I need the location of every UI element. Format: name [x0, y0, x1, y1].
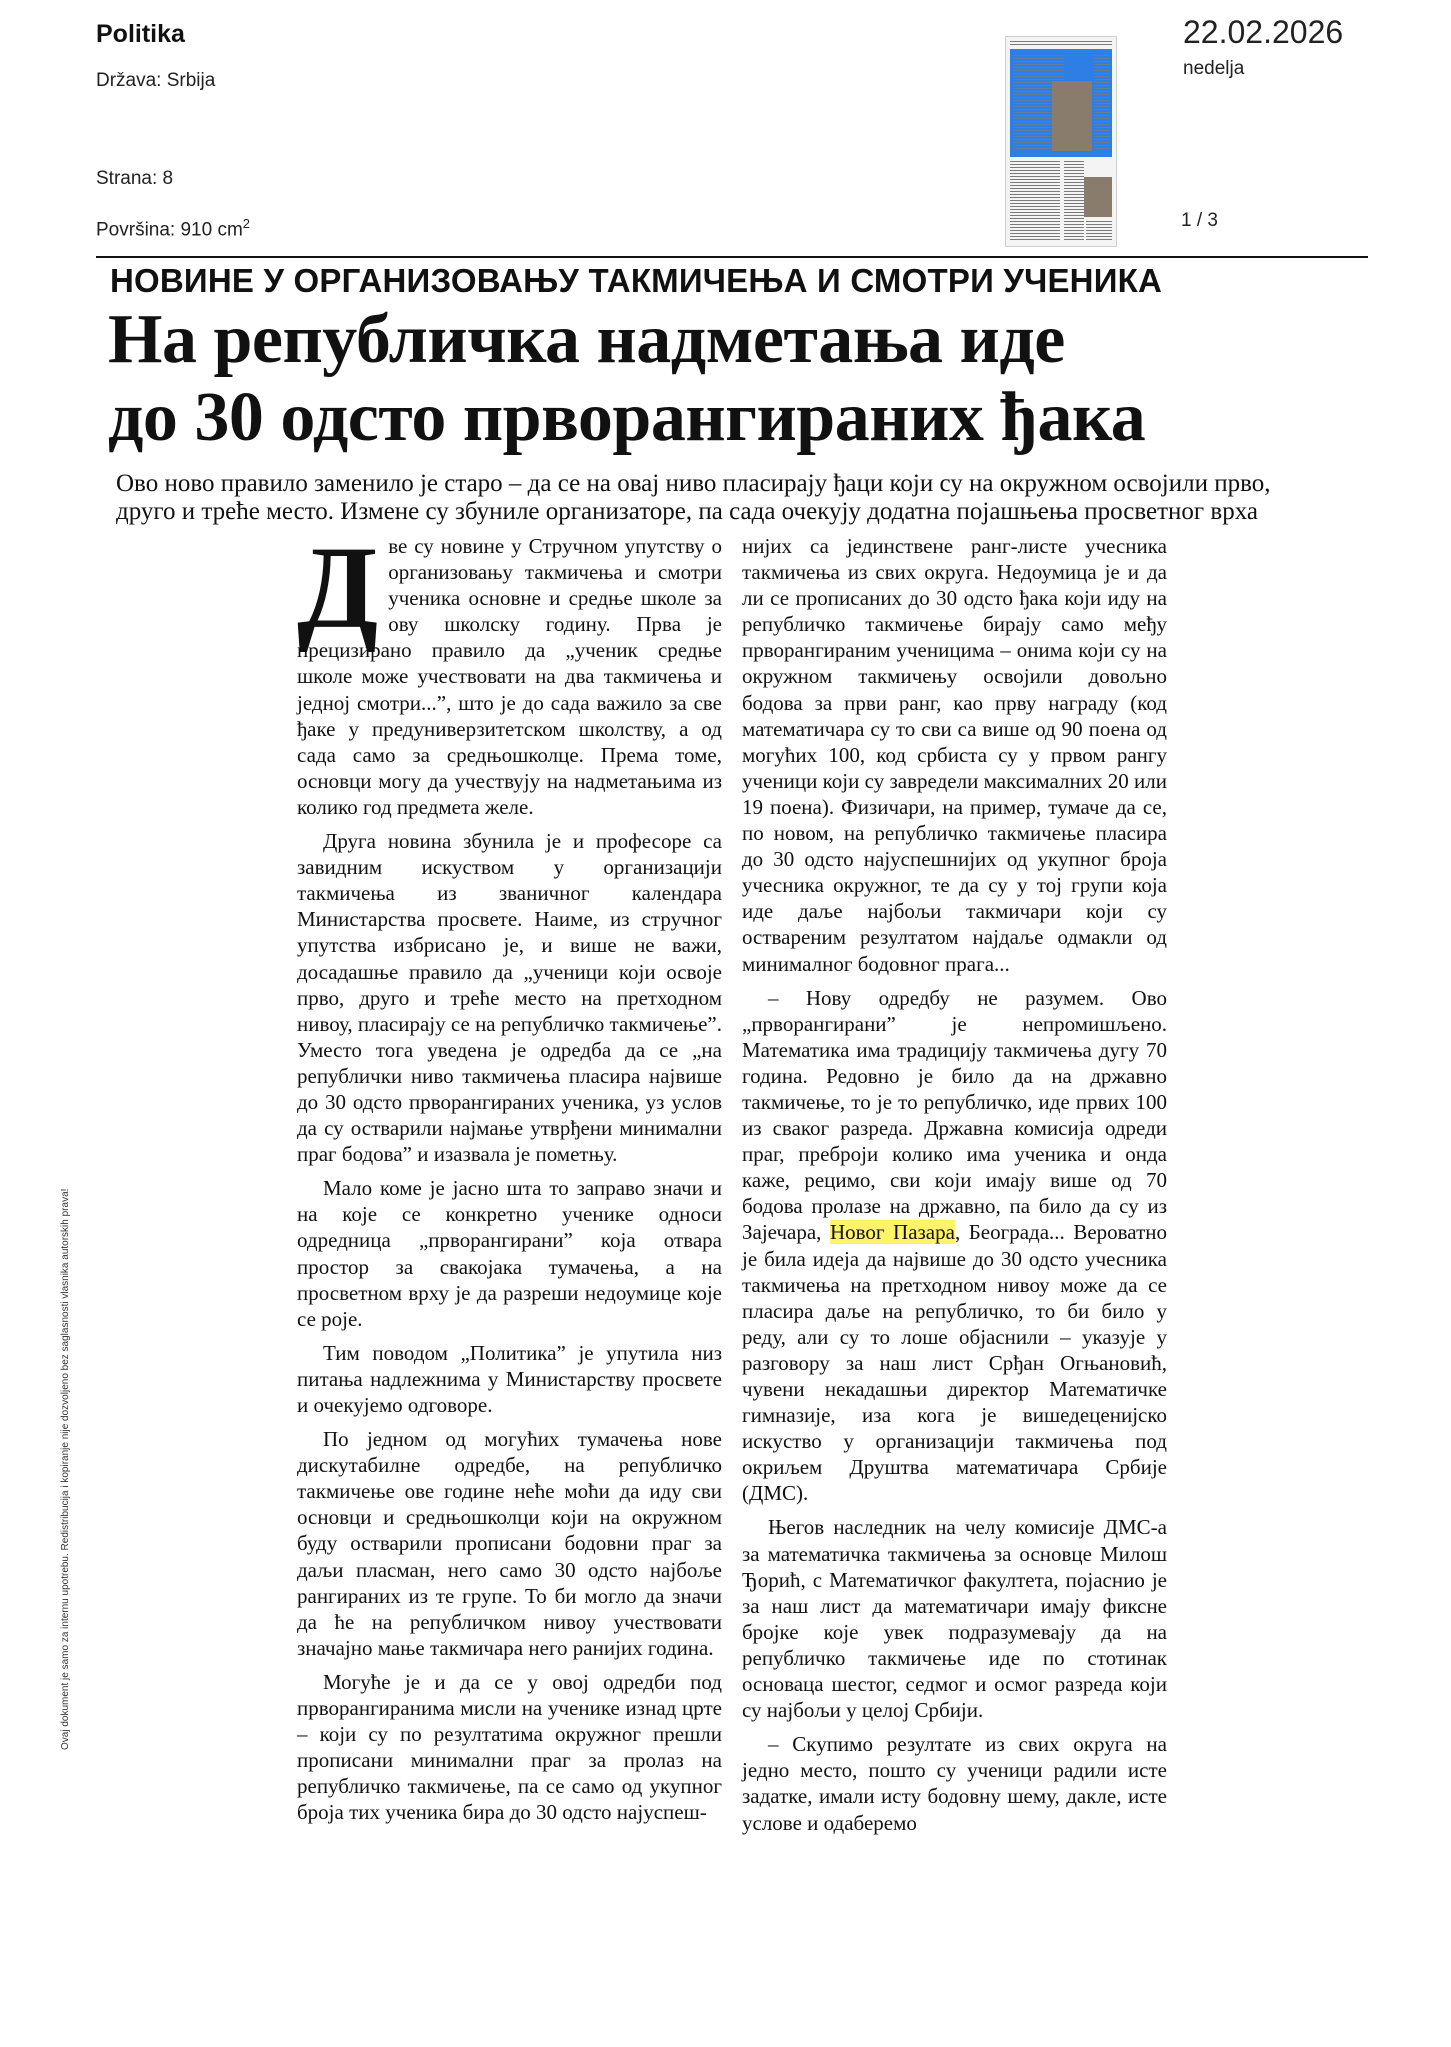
clip-date: 22.02.2026	[1183, 14, 1344, 50]
paragraph: нијих са јединствене ранг-листе учесника такмичења из свих округа. Недоумица је и да ли се прописаних до 30 одсто ђака који иду на републичко такмичење бирају само међу прворангираним ученицима – онима који су на окружном такмичењу освојили довољно бодова за први ранг, као прву награду (код математичара су то сви са више од 90 поена од могућих 100, код србиста су у првом рангу ученици који су завредели максималних 20 или 19 поена). Физичари, на пример, тумаче да се, по новом, на републичко такмичење пласира до 30 одсто најуспешнијих од укупног броја учесника окружног, те да су у тој групи која иде даље најбољи такмичари који су оствареним резултатом најдаље одмакли од минималног бодовног прага...	[742, 534, 1167, 976]
page-count: 1 / 3	[1181, 210, 1218, 231]
thumb-text-lines	[1086, 221, 1112, 241]
thumb-photo	[1052, 81, 1092, 151]
paragraph	[742, 985, 1167, 1507]
area-label	[96, 216, 250, 241]
article-headline-line1: На републичка надметања иде	[108, 301, 1065, 378]
header-divider	[96, 256, 1368, 258]
thumb-text-lines	[1064, 161, 1084, 241]
thumb-photo	[1084, 177, 1112, 217]
paragraph: Његов наследник на челу комисије ДМС-а за математичка такмичења за основце Милош Ђорић, с Математичког факултета, појаснио је за наш лист да математичари имају фиксне бројке које увек подразумевају да на републичко такмичење иде по стотинак основаца шестог, седмог и осмог разреда који су најбољи у целој Србији.	[742, 1515, 1167, 1723]
thumb-text-lines	[1010, 161, 1060, 241]
drop-cap: Д	[297, 522, 379, 653]
article-column-2	[742, 533, 1167, 1923]
publication-name: Politika	[96, 20, 185, 48]
paragraph-text: ве су новине у Стручном упутству о организовању такмичења и смотри ученика основне и средње школе за ову школску годину. Прва је прецизирано правило да „ученик средње школе може учествовати на два такмичења и једној смотри...”, што је до сада важило за све ђаке у предуниверзитетском школству, а од сада само за средњошколце. Према томе, основци могу да учествују на надметањима из колико год предмета желе.	[297, 534, 722, 819]
paragraph: Тим поводом „Политика” је упутила низ питања надлежнима у Министарству просвете и очекујемо одговоре.	[297, 1340, 722, 1417]
paragraph	[297, 522, 722, 820]
paragraph-text: , Београда... Вероватно је била идеја да највише до 30 одсто учесника такмичења на претходном нивоу може да се пласира даље на републичко, то би било у реду, али су то лоше објаснили – указује у разговору за наш лист Срђан Огњановић, чувени некадашњи директор Математичке гимназије, иза кога је вишедеценијско искуство у организацији такмичења под окриљем Друштва математичара Србије (ДМС).	[742, 1220, 1167, 1506]
clip-weekday: nedelja	[1183, 58, 1245, 79]
paragraph: По једном од могућих тумачења нове дискутабилне одредбе, на републичко такмичење ове године неће моћи да иду сви основци и средњошколци који на окружном буду остварили прописани бодовни праг за даљи пласман, него само 30 одсто најбоље рангираних из те групе. То би могло да значи да ће на републичком нивоу учествовати значајно мање такмичара него ранијих година.	[297, 1427, 722, 1660]
highlighted-text: Новог Пазара	[829, 1220, 955, 1245]
article-headline-line2: до 30 одсто прворангираних ђака	[108, 379, 1146, 456]
page-number-label: Strana: 8	[96, 168, 174, 189]
paragraph: Друга новина збунила је и професоре са завидним искуством у организацији такмичења из званичног календара Министарства просвете. Наиме, из стручног упутства избрисано је, и више не важи, досадашње правило да „ученици који освоје прво, друго и треће место на претходном нивоу, пласирају се на републичко такмичење”. Уместо тога уведена је одредба да се „на републички ниво такмичења пласира највише до 30 одсто прворангираних ученика, уз услов да су остварили најмање утврђени минимални праг бодова” и изазвала је пометњу.	[297, 829, 722, 1167]
article-lead-line1: Ово ново правило заменило је старо – да се на овај ниво пласирају ђаци који су на окружном освојили прво,	[116, 470, 1271, 497]
article-lead-line2: друго и треће место. Измене су збуниле организаторе, па сада очекују додатна појашњења просветног врха	[116, 498, 1259, 525]
paragraph: Могуће је и да се у овој одредби под прворангиранима мисли на ученике изнад црте – који су по резултатима окружног прешли прописани минимални праг за пролаз на републичко такмичење, па се само од укупног броја тих ученика бира до 30 одсто најуспеш-	[297, 1669, 722, 1825]
page-thumbnail[interactable]	[1005, 36, 1117, 247]
area-value: Površina: 910 cm	[96, 219, 243, 241]
thumb-text-lines	[1094, 55, 1110, 151]
article-column-1	[297, 522, 722, 1923]
paragraph-text: – Нову одредбу не разумем. Ово „прворангирани” је непромишљено. Математика има традицију такмичења дугу 70 година. Редовно је било да на државно такмичење, то је то републичко, иде првих 100 из сваког разреда. Државна комисија одреди праг, преброји колико има ученика и онда каже, рецимо, сви који имају више од 70 бодова пролазе на државно, па било да су из Зајечара,	[742, 985, 1167, 1245]
copyright-disclaimer	[60, 1188, 72, 1750]
paragraph: Мало коме је јасно шта то заправо значи и на које се конкретно ученике односи одредница „прворангирани” која отвара простор за свакојака тумачења, а на просветном врху је да разреши недоумице које се роје.	[297, 1176, 722, 1331]
area-unit-exponent: 2	[242, 216, 251, 231]
thumb-text-lines	[1010, 41, 1112, 47]
disclaimer-text: Ovaj dokument je samo za internu upotrebu. Redistribucija i kopiranje nije dozvoljeno bez saglasnosti vlasnika autorskih prava!	[60, 1188, 71, 1750]
article-kicker: НОВИНЕ У ОРГАНИЗОВАЊУ ТАКМИЧЕЊА И СМОТРИ УЧЕНИКА	[110, 262, 1163, 299]
country-label: Država: Srbija	[96, 70, 216, 91]
paragraph: – Скупимо резултате из свих округа на једно место, пошто су ученици радили исте задатке, имали исту бодовну шему, дакле, исте услове и одаберемо	[742, 1732, 1167, 1835]
